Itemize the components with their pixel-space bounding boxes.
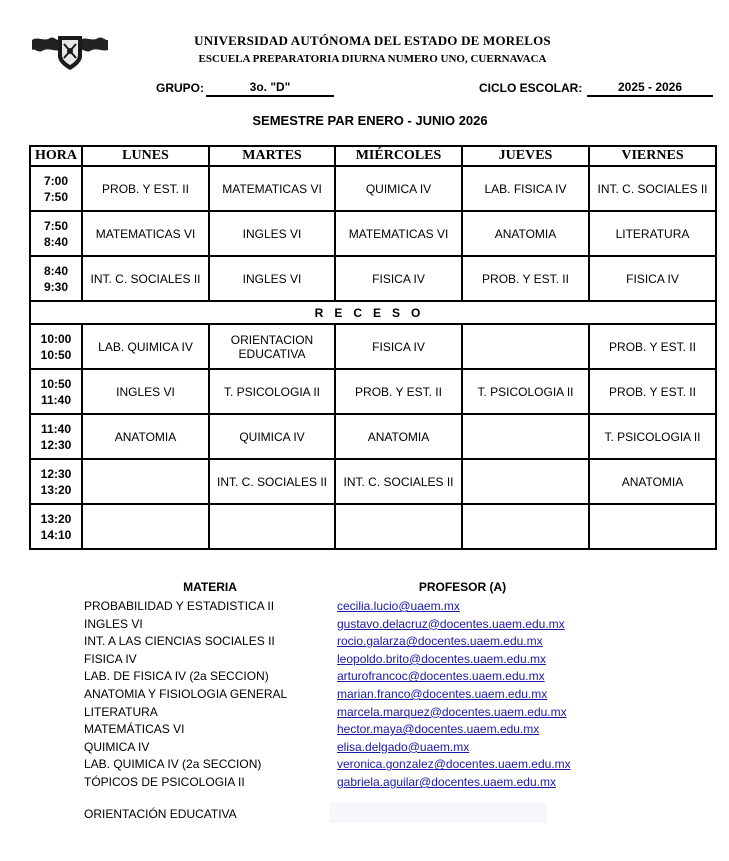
- time-start: 7:00: [43, 173, 69, 188]
- subject-name: PROBABILIDAD Y ESTADISTICA II: [84, 599, 275, 613]
- class-cell: LAB. QUIMICA IV: [82, 324, 209, 369]
- time-end: 7:50: [43, 189, 69, 204]
- class-cell: INGLES VI: [209, 211, 335, 256]
- class-cell: ANATOMIA: [82, 414, 209, 459]
- class-cell: INT. C. SOCIALES II: [209, 459, 335, 504]
- time-end: 14:10: [40, 527, 72, 542]
- header-martes: MARTES: [209, 146, 335, 166]
- header-miercoles: MIÉRCOLES: [335, 146, 462, 166]
- class-cell: LITERATURA: [589, 211, 716, 256]
- materia-header: MATERIA: [183, 580, 237, 594]
- time-start: 11:40: [40, 421, 72, 436]
- time-start: 10:00: [40, 331, 72, 346]
- profesor-header: PROFESOR (A): [418, 580, 507, 594]
- time-start: 8:40: [43, 263, 69, 278]
- subject-name: LAB. DE FISICA IV (2a SECCION): [84, 669, 269, 684]
- class-cell: ANATOMIA: [462, 211, 589, 256]
- class-cell: PROB. Y EST. II: [82, 166, 209, 211]
- email-link[interactable]: gustavo.delacruz@docentes.uaem.edu.mx: [337, 616, 565, 631]
- subject-name: LAB. QUIMICA IV (2a SECCION): [84, 757, 262, 772]
- time-start: 12:30: [40, 466, 72, 481]
- time-slot: [30, 459, 82, 504]
- class-cell: MATEMATICAS VI: [209, 166, 335, 211]
- time-slot: [30, 414, 82, 459]
- email-link[interactable]: hector.maya@docentes.uaem.edu.mx: [337, 722, 540, 737]
- subject-name: LITERATURA: [84, 704, 158, 719]
- subject-list: [84, 598, 334, 792]
- schedule-row: [30, 211, 716, 256]
- email-link[interactable]: veronica.gonzalez@docentes.uaem.edu.mx: [337, 757, 571, 772]
- class-cell: INT. C. SOCIALES II: [335, 459, 462, 504]
- class-cell: FISICA IV: [335, 324, 462, 369]
- subject-orientacion: ORIENTACIÓN EDUCATIVA: [84, 807, 237, 821]
- university-title: UNIVERSIDAD AUTÓNOMA DEL ESTADO DE MORELOS: [194, 33, 551, 48]
- school-title: ESCUELA PREPARATORIA DIURNA NUMERO UNO, CUERNAVACA: [198, 53, 547, 65]
- header-lunes: LUNES: [82, 146, 209, 166]
- time-slot: [30, 369, 82, 414]
- email-link[interactable]: arturofrancoc@docentes.uaem.edu.mx: [337, 669, 545, 684]
- email-link[interactable]: rocio.galarza@docentes.uaem.edu.mx: [337, 634, 543, 649]
- class-cell: FISICA IV: [335, 256, 462, 301]
- class-cell: LAB. FISICA IV: [462, 166, 589, 211]
- class-cell: T. PSICOLOGIA II: [589, 414, 716, 459]
- class-cell: ANATOMIA: [335, 414, 462, 459]
- class-cell: [82, 459, 209, 504]
- time-end: 12:30: [40, 437, 72, 452]
- time-end: 9:30: [43, 279, 69, 294]
- time-end: 8:40: [43, 234, 69, 249]
- time-slot: [30, 324, 82, 369]
- schedule-row: [30, 459, 716, 504]
- class-cell: QUIMICA IV: [209, 414, 335, 459]
- time-end: 10:50: [40, 347, 72, 362]
- subject-name: ANATOMIA Y FISIOLOGIA GENERAL: [84, 686, 288, 701]
- subject-name: TÓPICOS DE PSICOLOGIA II: [84, 774, 245, 789]
- schedule-row: [30, 166, 716, 211]
- time-start: 7:50: [43, 218, 69, 233]
- class-cell: ANATOMIA: [589, 459, 716, 504]
- email-field-empty: [329, 803, 547, 823]
- class-cell: INGLES VI: [209, 256, 335, 301]
- header-jueves: JUEVES: [462, 146, 589, 166]
- class-cell: PROB. Y EST. II: [462, 256, 589, 301]
- class-cell: FISICA IV: [589, 256, 716, 301]
- ciclo-value: 2025 - 2026: [587, 80, 713, 97]
- break-label: RECESO: [30, 301, 716, 324]
- class-cell: PROB. Y EST. II: [335, 369, 462, 414]
- email-link[interactable]: cecilia.lucio@uaem.mx: [337, 599, 460, 613]
- class-cell: [335, 504, 462, 549]
- time-slot: [30, 211, 82, 256]
- class-cell: T. PSICOLOGIA II: [462, 369, 589, 414]
- subject-name: MATEMÁTICAS VI: [84, 722, 185, 737]
- time-end: 11:40: [40, 392, 72, 407]
- class-cell: MATEMATICAS VI: [335, 211, 462, 256]
- time-slot: [30, 256, 82, 301]
- semester-title: SEMESTRE PAR ENERO - JUNIO 2026: [252, 113, 488, 128]
- email-link[interactable]: gabriela.aguilar@docentes.uaem.edu.mx: [337, 774, 556, 789]
- class-cell: PROB. Y EST. II: [589, 369, 716, 414]
- subject-name: INGLES VI: [84, 616, 143, 631]
- schedule-row: [30, 256, 716, 301]
- schedule-table: [29, 145, 717, 550]
- class-cell: [462, 459, 589, 504]
- subject-name: INT. A LAS CIENCIAS SOCIALES II: [84, 634, 275, 649]
- header-viernes: VIERNES: [589, 146, 716, 166]
- email-link[interactable]: marcela.marquez@docentes.uaem.edu.mx: [337, 704, 567, 719]
- email-link[interactable]: elisa.delgado@uaem.mx: [337, 739, 470, 754]
- class-cell: INGLES VI: [82, 369, 209, 414]
- schedule-row: [30, 369, 716, 414]
- subject-name: QUIMICA IV: [84, 739, 150, 754]
- subject-name: FISICA IV: [84, 651, 137, 666]
- class-cell: INT. C. SOCIALES II: [589, 166, 716, 211]
- class-cell: INT. C. SOCIALES II: [82, 256, 209, 301]
- class-cell: QUIMICA IV: [335, 166, 462, 211]
- university-logo: [30, 32, 110, 72]
- schedule-row: [30, 324, 716, 369]
- grupo-value: 3o. "D": [206, 80, 334, 97]
- class-cell: MATEMATICAS VI: [82, 211, 209, 256]
- class-cell: [462, 414, 589, 459]
- class-cell: [589, 504, 716, 549]
- time-start: 13:20: [40, 511, 72, 526]
- email-link[interactable]: leopoldo.brito@docentes.uaem.edu.mx: [337, 651, 546, 666]
- email-list: [337, 598, 597, 792]
- class-cell: [462, 324, 589, 369]
- class-cell: [462, 504, 589, 549]
- schedule-row: [30, 504, 716, 549]
- grupo-label: GRUPO:: [156, 81, 204, 95]
- schedule-header-row: [30, 146, 716, 166]
- ciclo-label: CICLO ESCOLAR:: [479, 81, 583, 95]
- email-link[interactable]: marian.franco@docentes.uaem.edu.mx: [337, 686, 548, 701]
- header-hora: HORA: [30, 146, 82, 166]
- class-cell: [82, 504, 209, 549]
- time-end: 13:20: [40, 482, 72, 497]
- schedule-row: [30, 414, 716, 459]
- time-slot: [30, 504, 82, 549]
- class-cell: ORIENTACION EDUCATIVA: [209, 324, 335, 369]
- break-row: [30, 301, 716, 324]
- class-cell: T. PSICOLOGIA II: [209, 369, 335, 414]
- class-cell: PROB. Y EST. II: [589, 324, 716, 369]
- time-slot: [30, 166, 82, 211]
- class-cell: [209, 504, 335, 549]
- time-start: 10:50: [40, 376, 72, 391]
